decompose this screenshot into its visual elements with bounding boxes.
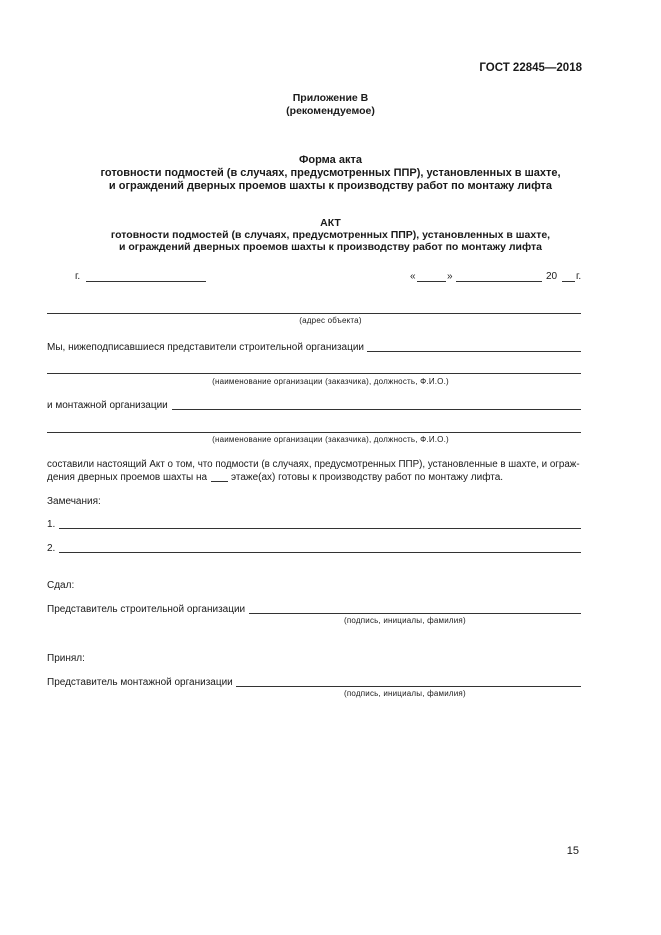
remark-1-label: 1. — [47, 519, 56, 530]
remark-1-field[interactable] — [59, 528, 581, 529]
form-title-line2: готовности подмостей (в случаях, предусмотренных ППР), установленных в шахте, — [100, 167, 561, 179]
installer-signature-field[interactable] — [236, 686, 581, 687]
signature1-caption: (подпись, инициалы, фамилия) — [344, 616, 466, 625]
act-title-line1: АКТ — [320, 217, 341, 229]
builder-org-field-2[interactable] — [47, 373, 581, 374]
act-paragraph-line1: составили настоящий Акт о том, что подмости (в случаях, предусмотренных ППР), установленные в шахте, и ограж- — [47, 459, 580, 470]
day-quote-close: » — [447, 271, 453, 282]
signature2-caption: (подпись, инициалы, фамилия) — [344, 689, 466, 698]
day-quote-open: « — [410, 271, 416, 282]
installer-org-field[interactable] — [172, 409, 581, 410]
city-field[interactable] — [86, 281, 206, 282]
installer-org-field-2[interactable] — [47, 432, 581, 433]
handed-label: Сдал: — [47, 580, 75, 591]
remarks-label: Замечания: — [47, 496, 101, 507]
month-field[interactable] — [456, 281, 542, 282]
floor-field[interactable] — [211, 481, 228, 482]
we-text: Мы, нижеподписавшиеся представители строительной организации — [47, 342, 364, 353]
installer-text: и монтажной организации — [47, 400, 168, 411]
act-paragraph-line2a: дения дверных проемов шахты на — [47, 472, 208, 483]
city-prefix: г. — [75, 271, 81, 282]
builder-rep-label: Представитель строительной организации — [47, 604, 246, 615]
accepted-label: Принял: — [47, 653, 85, 664]
year-field[interactable] — [562, 281, 575, 282]
act-paragraph-line2b: этаже(ах) готовы к производству работ по монтажу лифта. — [231, 472, 504, 483]
standard-number: ГОСТ 22845—2018 — [479, 62, 582, 74]
act-title-line2: готовности подмостей (в случаях, предусмотренных ППР), установленных в шахте, — [110, 229, 551, 241]
address-caption: (адрес объекта) — [299, 316, 362, 325]
installer-rep-label: Представитель монтажной организации — [47, 677, 233, 688]
installer-caption: (наименование организации (заказчика), должность, Ф.И.О.) — [212, 435, 449, 444]
appendix-title: Приложение В — [292, 92, 369, 104]
appendix-subtitle: (рекомендуемое) — [286, 105, 375, 117]
remark-2-label: 2. — [47, 543, 56, 554]
builder-org-field[interactable] — [367, 351, 581, 352]
year-prefix: 20 — [546, 271, 558, 282]
year-suffix: г. — [576, 271, 582, 282]
form-title-line3: и ограждений дверных проемов шахты к производству работ по монтажу лифта — [108, 180, 553, 192]
act-title-line3: и ограждений дверных проемов шахты к производству работ по монтажу лифта — [119, 241, 542, 253]
remark-2-field[interactable] — [59, 552, 581, 553]
form-title-line1: Форма акта — [299, 154, 362, 166]
page-number: 15 — [566, 845, 579, 857]
address-field[interactable] — [47, 313, 581, 314]
builder-signature-field[interactable] — [249, 613, 581, 614]
day-field[interactable] — [417, 281, 446, 282]
customer-caption: (наименование организации (заказчика), должность, Ф.И.О.) — [212, 377, 449, 386]
